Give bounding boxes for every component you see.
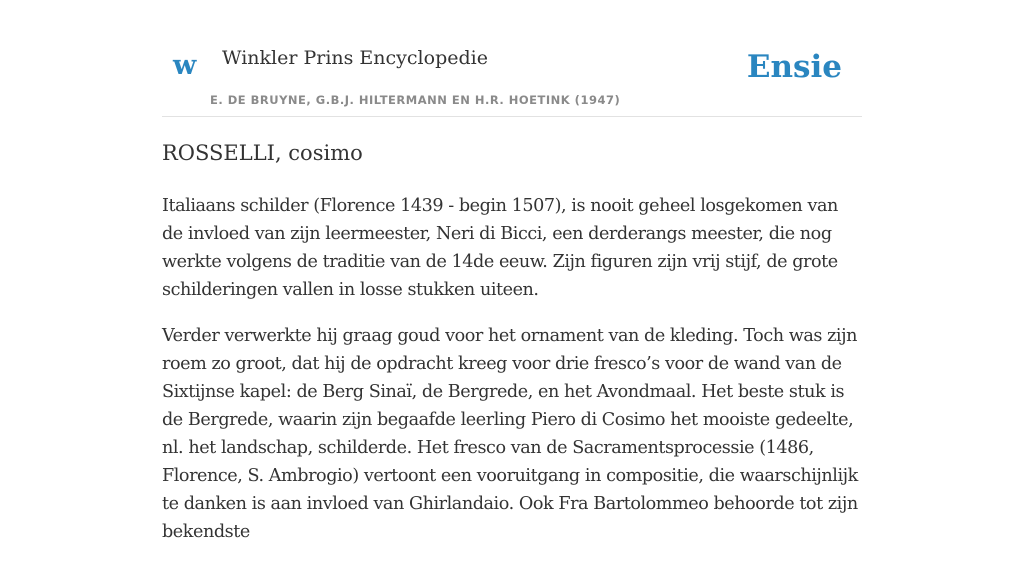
publication-authors: E. DE BRUYNE, G.B.J. HILTERMANN EN H.R. HOETINK (1947) — [210, 93, 621, 107]
publication-title[interactable]: Winkler Prins Encyclopedie — [222, 47, 488, 69]
entry-paragraph: Verder verwerkte hij graag goud voor het ornament van de kleding. Toch was zijn roem zo groot, dat hij de opdracht kreeg voor drie fresco’s voor de wand van de Sixtijnse kapel: de Berg Sinaï, de Bergrede, en het Avondmaal. Het beste stuk is de Bergrede, waarin zijn begaafde leerling Piero di Cosimo het mooiste gedeelte, nl. het landschap, schilderde. Het fresco van de Sacramentsprocessie (1486, Florence, S. Ambrogio) vertoont een vooruitgang in compositie, die waarschijnlijk te danken is aan invloed van Ghirlandaio. Ook Fra Bartolommeo behoorde tot zijn bekendste — [162, 326, 858, 542]
page-header — [162, 38, 862, 117]
entry-paragraph: Italiaans schilder (Florence 1439 - begin 1507), is nooit geheel losgekomen van de invloed van zijn leermeester, Neri di Bicci, een derderangs meester, die nog werkte volgens de traditie van de 14de eeuw. Zijn figuren zijn vrij stijf, de grote schilderingen vallen in losse stukken uiteen. — [162, 196, 838, 300]
ensie-logo-link[interactable]: Ensie — [746, 49, 842, 85]
entry-title: ROSSELLI, cosimo — [162, 141, 363, 165]
publication-logo[interactable]: w — [173, 50, 197, 81]
entry-body — [162, 192, 862, 564]
